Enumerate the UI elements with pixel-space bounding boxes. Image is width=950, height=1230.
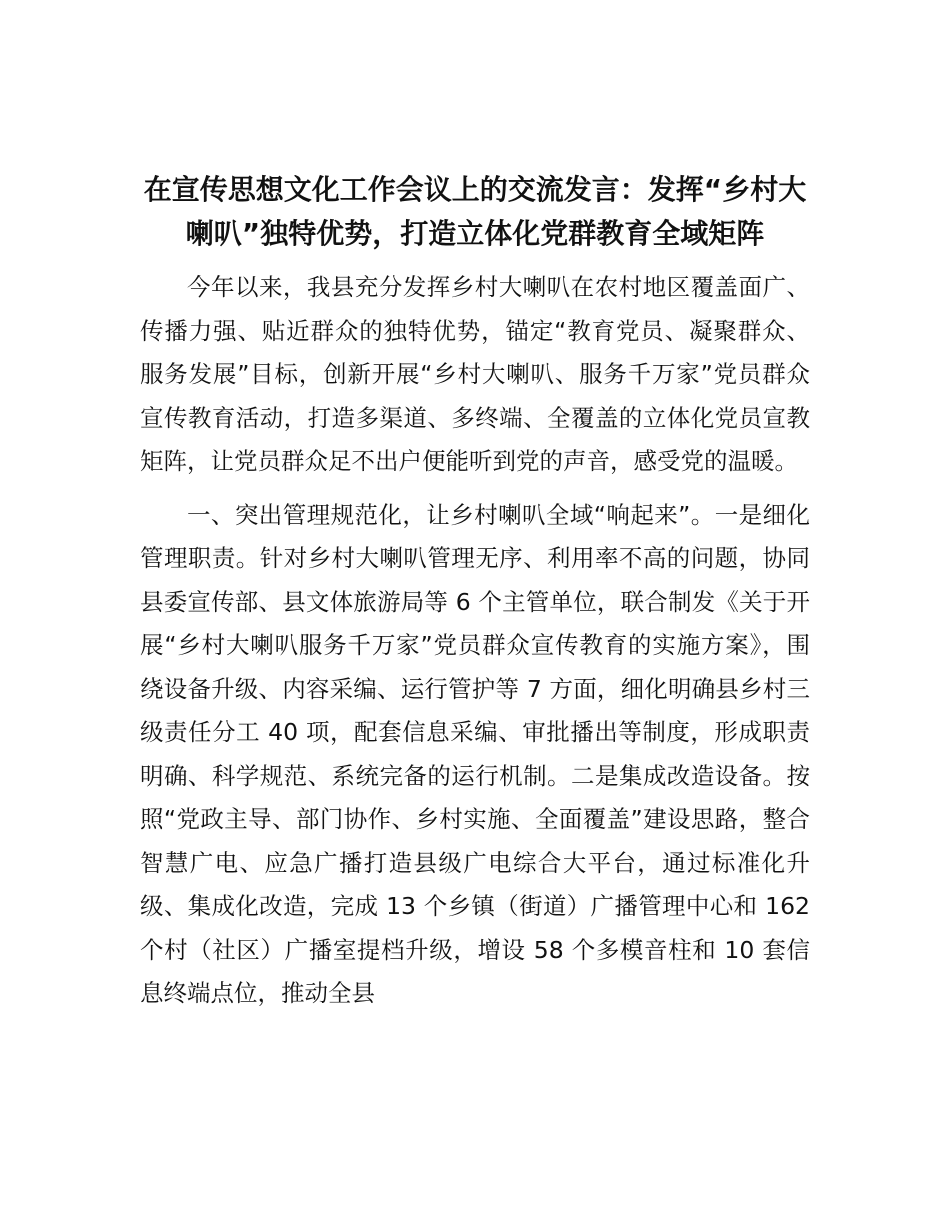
- paragraph-section-one: 一、突出管理规范化，让乡村喇叭全域“响起来”。一是细化管理职责。针对乡村大喇叭管理无序、利用率不高的问题，协同县委宣传部、县文体旅游局等 6 个主管单位，联合制发《关于开展“乡村大喇叭服务千万家”党员群众宣传教育的实施方案》，围绕设备升级、内容采编、运行管护等 7 方面，细化明确县乡村三级责任分工 40 项，配套信息采编、审批播出等制度，形成职责明确、科学规范、系统完备的运行机制。二是集成改造设备。按照“党政主导、部门协作、乡村实施、全面覆盖”建设思路，整合智慧广电、应急广播打造县级广电综合大平台，通过标准化升级、集成化改造，完成 13 个乡镇（街道）广播管理中心和 162 个村（社区）广播室提档升级，增设 58 个多模音柱和 10 套信息终端点位，推动全县: [140, 500, 810, 1007]
- document-page: [140, 168, 810, 1026]
- paragraph-intro: 今年以来，我县充分发挥乡村大喇叭在农村地区覆盖面广、传播力强、贴近群众的独特优势，锚定“教育党员、凝聚群众、服务发展”目标，创新开展“乡村大喇叭、服务千万家”党员群众宣传教育活动，打造多渠道、多终端、全覆盖的立体化党员宣教矩阵，让党员群众足不出户便能听到党的声音，感受党的温暖。: [140, 273, 810, 475]
- document-title: 在宣传思想文化工作会议上的交流发言：发挥“乡村大喇叭”独特优势，打造立体化党群教育全域矩阵: [143, 173, 807, 250]
